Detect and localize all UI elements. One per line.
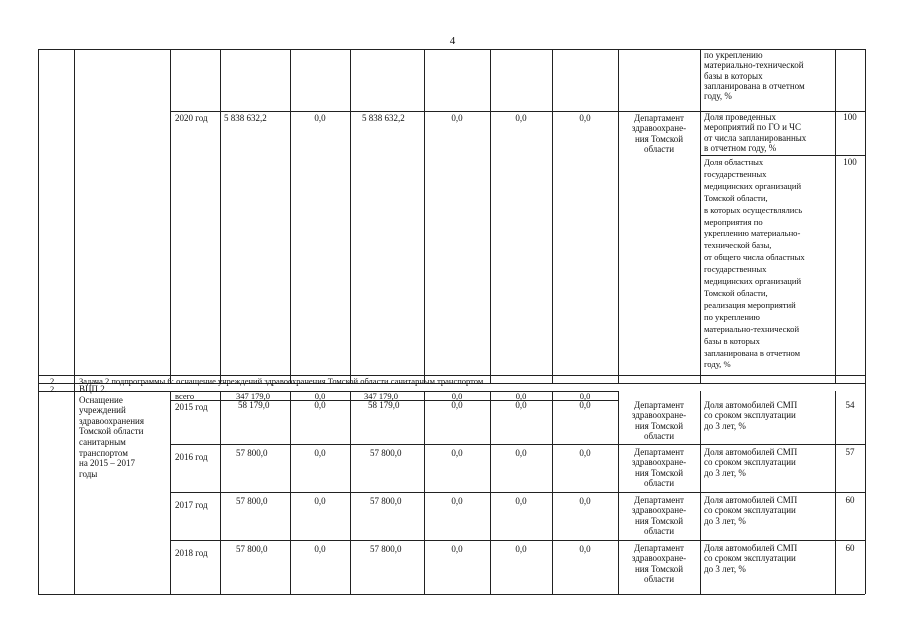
local-cell: 0,0 [451,391,463,401]
extra-cell: 0,0 [515,496,527,506]
column-line [490,49,491,383]
row-line [170,492,865,493]
year-cell: 2020 год [175,113,208,123]
table-border-right [865,49,866,594]
regional-cell: 5 838 632,2 [362,113,405,123]
row-line [170,444,865,445]
value-cell: 100 [843,157,857,167]
executor-cell: Департамент здравоохране- ния Томской области [631,400,687,441]
column-line [350,49,351,383]
regional-cell: 57 800,0 [370,544,402,554]
column-line [835,49,836,383]
row-line [170,111,700,112]
executor-cell: Департамент здравоохране- ния Томской области [631,113,687,154]
executor-cell: Департамент здравоохране- ния Томской области [631,447,687,488]
regional-cell: 57 800,0 [370,448,402,458]
indicator-text: Доля автомобилей СМП со сроком эксплуатации до 3 лет, % [704,543,798,574]
local-cell: 0,0 [451,544,463,554]
indicator-text: Доля автомобилей СМП со сроком эксплуатации до 3 лет, % [704,400,798,431]
total-cell: 57 800,0 [236,544,268,554]
extra-cell: 0,0 [515,391,527,401]
page-number: 4 [449,35,456,47]
year-cell: 2017 год [175,500,208,510]
year-cell: 2016 год [175,452,208,462]
indicator-text: по укреплению материально-технической базы в которых запланирована в отчетном году, % [704,50,805,102]
row-line [170,540,865,541]
total-cell: 57 800,0 [236,496,268,506]
federal-cell: 0,0 [314,113,326,123]
total-cell: 57 800,0 [236,448,268,458]
value-cell: 54 [845,400,855,410]
executor-cell: Департамент здравоохране- ния Томской области [631,543,687,584]
federal-cell: 0,0 [314,400,326,410]
local-cell: 0,0 [451,496,463,506]
budget-table [38,49,865,594]
indicator-text: Доля автомобилей СМП со сроком эксплуатации до 3 лет, % [704,495,798,526]
local-cell: 0,0 [451,400,463,410]
regional-cell: 58 179,0 [368,400,400,410]
program-number: 2. [50,384,57,394]
local-cell: 0,0 [451,113,463,123]
value-cell: 100 [843,112,857,122]
table-border-left [38,49,39,594]
column-line [74,49,75,594]
federal-cell: 0,0 [314,544,326,554]
extra-cell: 0,0 [579,391,591,401]
total-cell: 5 838 632,2 [224,113,267,123]
value-cell: 60 [845,543,855,553]
indicator-text: Доля областных государственных медицинских организаций Томской области, в которых осуществлялись мероприятия по укреплению материально- технической базы, от общего числа областных государственных медицинских организаций Томской области, реализация мероприятий по укреплению материально-технической базы в которых запланирована в отчетном году, % [704,157,805,370]
regional-cell: 57 800,0 [370,496,402,506]
extra-cell: 0,0 [579,400,591,410]
extra-cell: 0,0 [579,113,591,123]
task-title: Задача 2 подпрограммы 6: оснащение учреждений здравоохранения Томской области санитарным транспортом [79,376,484,386]
extra-cell: 0,0 [579,544,591,554]
indicator-text: Доля автомобилей СМП со сроком эксплуатации до 3 лет, % [704,447,798,478]
extra-cell: 0,0 [515,113,527,123]
total-cell: 347 179,0 [236,391,270,401]
extra-cell: 0,0 [515,400,527,410]
year-cell: 2015 год [175,402,208,412]
local-cell: 0,0 [451,448,463,458]
federal-cell: 0,0 [314,448,326,458]
extra-cell: 0,0 [579,448,591,458]
column-line [700,49,701,383]
extra-cell: 0,0 [515,544,527,554]
column-line [424,49,425,383]
column-line [290,49,291,383]
column-line [618,49,619,383]
executor-cell: Департамент здравоохране- ния Томской области [631,495,687,536]
row-line [700,155,865,156]
value-cell: 57 [845,447,855,457]
extra-cell: 0,0 [515,448,527,458]
extra-cell: 0,0 [579,496,591,506]
column-line [220,49,221,383]
regional-cell: 347 179,0 [364,391,398,401]
year-cell: всего [175,391,195,401]
program-title: ВЦП 2. Оснащение учреждений здравоохранения Томской области санитарным транспортом на 2015 – 2017 годы [79,384,145,479]
federal-cell: 0,0 [314,391,326,401]
table-border-bottom [38,594,865,595]
column-line [170,49,171,383]
value-cell: 60 [845,495,855,505]
task-number: 2. [50,376,57,386]
column-line [552,49,553,383]
total-cell: 58 179,0 [238,400,270,410]
federal-cell: 0,0 [314,496,326,506]
indicator-text: Доля проведенных мероприятий по ГО и ЧС от числа запланированных в отчетном году, % [704,112,807,153]
year-cell: 2018 год [175,548,208,558]
